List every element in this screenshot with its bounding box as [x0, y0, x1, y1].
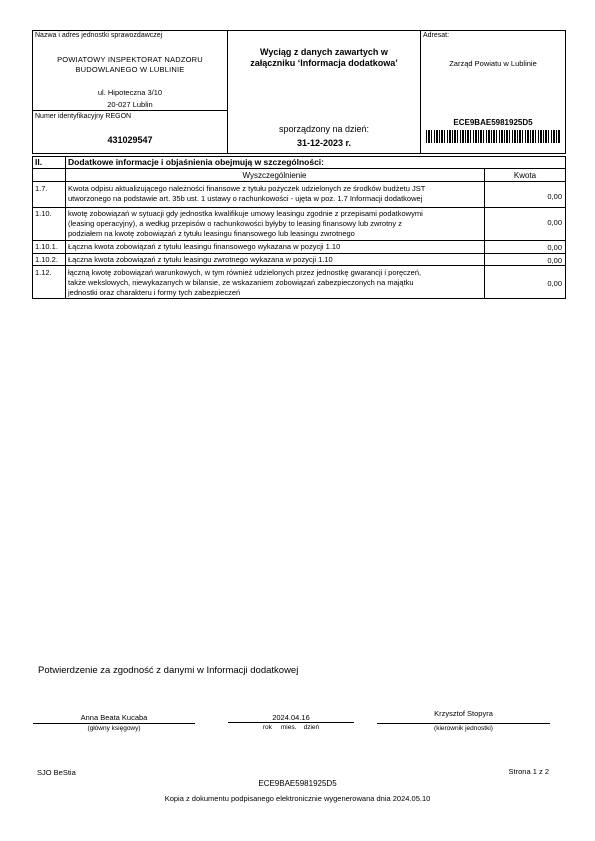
row-description-line: utworzonego na podstawie art. 35b ust. 1 ustawy o rachunkowości - ujęta w poz. 1.7 Informacji dodatkowej [68, 194, 423, 203]
row-number: 1.12. [35, 268, 52, 277]
barcode-image [426, 130, 561, 143]
unit-name-line-2: BUDOWLANEGO W LUBLINIE [75, 65, 185, 74]
footer-system: SJO BeStia [37, 768, 76, 777]
regon-value: 431029547 [107, 135, 153, 145]
regon-label: Numer identyfikacyjny REGON [35, 113, 132, 120]
row-amount: 0,00 [547, 279, 562, 288]
row-description-line: kwotę zobowiązań w sytuacji gdy jednostka kwalifikuje umowy leasingu zgodnie z przepisami podatkowymi [68, 209, 423, 218]
addressee-label: Adresat: [423, 32, 450, 39]
document-code: ECE9BAE5981925D5 [453, 118, 533, 127]
row-description-line: Łączna kwota zobowiązań z tytułu leasingu finansowego wykazana w pozycji 1.10 [68, 242, 341, 251]
signature-date: 2024.04.16 [272, 713, 310, 722]
row-amount: 0,00 [547, 218, 562, 227]
row-description-line: podziałem na kwotę zobowiązań z tytułu leasingu finansowego lub leasingu zwrotnego [68, 229, 355, 238]
unit-label: Nazwa i adres jednostki sprawozdawczej [35, 32, 163, 39]
row-number: 1.10.2. [35, 255, 58, 264]
section-number: II. [35, 157, 43, 167]
column-header-description: Wyszczególnienie [242, 171, 307, 180]
row-description-line: łączną kwotę zobowiązań warunkowych, w tym również udzielonych przez jednostkę gwarancji i poręczeń, [68, 268, 422, 277]
row-amount: 0,00 [547, 192, 562, 201]
footer-code: ECE9BAE5981925D5 [258, 779, 337, 788]
accountant-name: Anna Beata Kucaba [80, 713, 148, 722]
row-description-line: jednostki oraz charakteru i formy tych zabezpieczeń [68, 288, 241, 297]
column-header-amount: Kwota [513, 171, 537, 180]
manager-role: (kierownik jednostki) [434, 725, 493, 732]
document-title-line-1: Wyciąg z danych zawartych w [260, 47, 388, 57]
confirmation-title: Potwierdzenie za zgodność z danymi w Informacji dodatkowej [38, 665, 299, 676]
footer-note: Kopia z dokumentu podpisanego elektronicznie wygenerowana dnia 2024.05.10 [164, 794, 431, 803]
row-amount: 0,00 [547, 243, 562, 252]
document-title-line-2: załączniku ‘Informacja dodatkowa’ [250, 58, 398, 68]
row-description-line: (leasing operacyjny), a według przepisów o rachunkowości byłyby to leasing finansowy lub zwrotny z [68, 219, 402, 228]
row-number: 1.10.1. [35, 242, 58, 251]
row-amount: 0,00 [547, 256, 562, 265]
row-number: 1.10. [35, 209, 52, 218]
manager-name: Krzysztof Stopyra [434, 709, 493, 718]
prepared-label: sporządzony na dzień: [278, 124, 370, 134]
footer-page: Strona 1 z 2 [508, 767, 549, 776]
row-description-line: Łączna kwota zobowiązań z tytułu leasingu zwrotnego wykazana w pozycji 1.10 [68, 255, 333, 264]
unit-name-line-1: POWIATOWY INSPEKTORAT NADZORU [57, 55, 203, 64]
accountant-role: (główny księgowy) [87, 725, 141, 732]
address-line-1: ul. Hipoteczna 3/10 [97, 88, 163, 97]
prepared-date: 31-12-2023 r. [296, 138, 352, 148]
address-line-2: 20-027 Lublin [107, 100, 153, 109]
addressee-value: Zarząd Powiatu w Lublinie [449, 59, 537, 68]
row-description-line: Kwota odpisu aktualizującego należności finansowe z tytułu pożyczek udzielonych ze środków budżetu JST [68, 184, 426, 193]
section-title: Dodatkowe informacje i objaśnienia obejmują w szczególności: [68, 157, 325, 167]
row-description-line: także wekslowych, niewykazanych w bilansie, ze wskazaniem zobowiązań zabezpieczonych na majątku [68, 278, 414, 287]
date-legend: rok mies. dzień [262, 724, 320, 731]
row-number: 1.7. [35, 184, 48, 193]
